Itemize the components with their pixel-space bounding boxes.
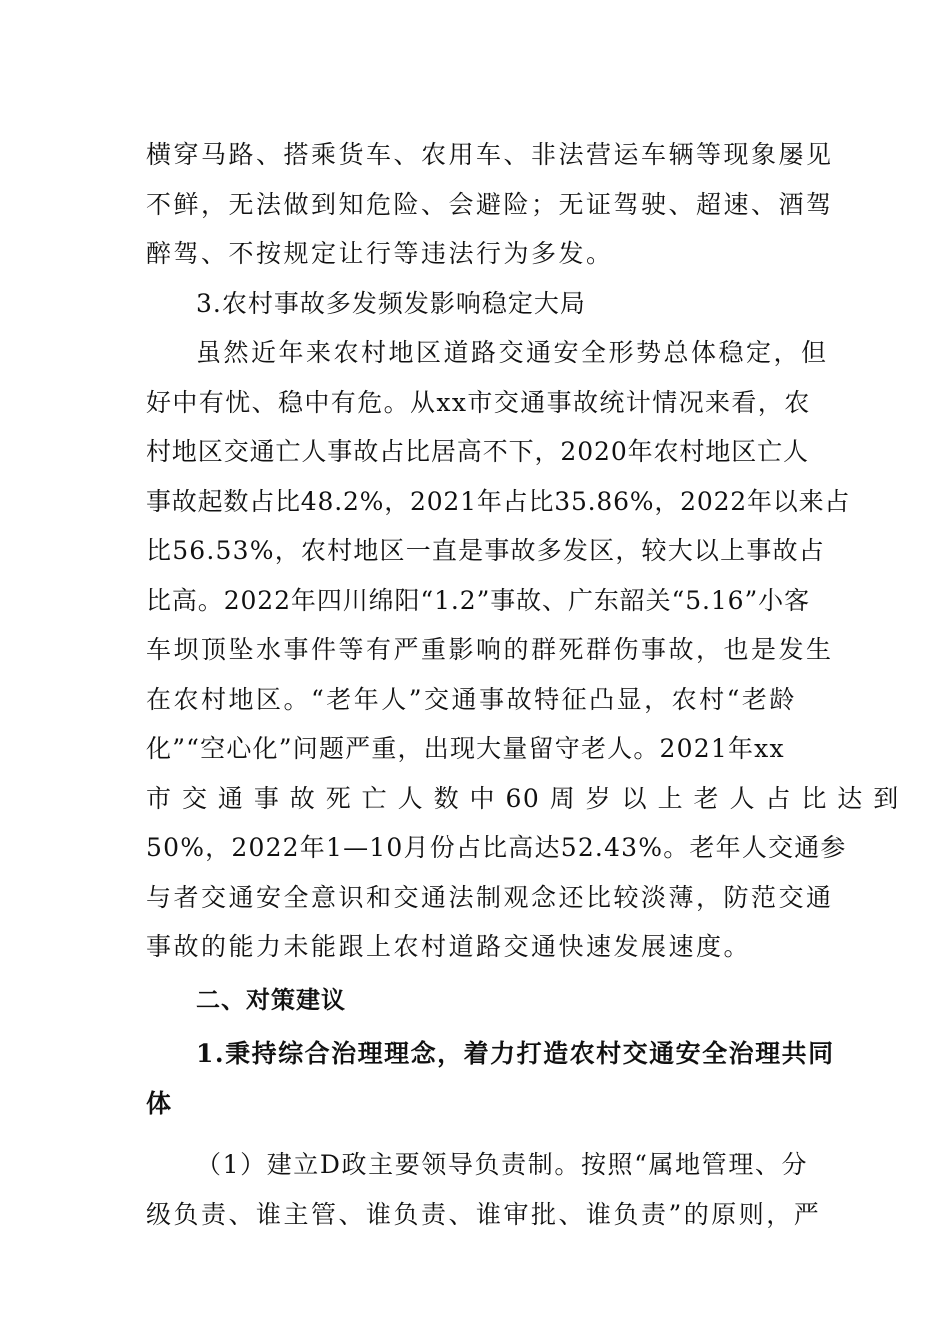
paragraph-line: 事故起数占比48.2%，2021年占比35.86%，2022年以来占 — [146, 486, 851, 516]
paragraph-line: 级负责、谁主管、谁负责、谁审批、谁负责”的原则，严 — [146, 1199, 822, 1229]
section-heading: 二、对策建议 — [196, 985, 346, 1014]
paragraph-line: （1）建立D政主要领导负责制。按照“属地管理、分 — [196, 1150, 809, 1179]
paragraph-line: 村地区交通亡人事故占比居高不下，2020年农村地区亡人 — [146, 437, 809, 466]
subheading: 3.农村事故多发频发影响稳定大局 — [196, 288, 586, 318]
paragraph-line: 好中有忧、稳中有危。从xx市交通事故统计情况来看，农 — [146, 387, 811, 417]
paragraph-line: 不鲜，无法做到知危险、会避险；无证驾驶、超速、酒驾 — [146, 189, 834, 219]
paragraph-line: 市 交 通 事 故 死 亡 人 数 中 60 周 岁 以 上 老 人 占 比 达 到 — [146, 783, 900, 813]
subheading-line: 1.秉持综合治理理念，着力打造农村交通安全治理共同 — [196, 1039, 835, 1068]
paragraph-line: 比56.53%，农村地区一直是事故多发区，较大以上事故占 — [146, 536, 825, 565]
paragraph-line: 在农村地区。“老年人”交通事故特征凸显，农村“老龄 — [146, 684, 797, 714]
paragraph-line: 比高。2022年四川绵阳“1.2”事故、广东韶关“5.16”小客 — [146, 585, 810, 615]
paragraph-line: 化”“空心化”问题严重，出现大量留守老人。2021年xx — [146, 734, 785, 763]
paragraph-line: 虽然近年来农村地区道路交通安全形势总体稳定，但 — [196, 338, 829, 367]
paragraph-line: 事故的能力未能跟上农村道路交通快速发展速度。 — [146, 932, 752, 961]
paragraph-line: 与者交通安全意识和交通法制观念还比较淡薄，防范交通 — [146, 882, 834, 912]
paragraph-line: 车坝顶坠水事件等有严重影响的群死群伤事故，也是发生 — [146, 635, 834, 664]
paragraph-line: 醉驾、不按规定让行等违法行为多发。 — [146, 239, 614, 268]
paragraph-line: 横穿马路、搭乘货车、农用车、非法营运车辆等现象屡见 — [146, 140, 834, 169]
subheading-line: 体 — [146, 1088, 173, 1118]
paragraph-line: 50%，2022年1—10月份占比高达52.43%。老年人交通参 — [146, 833, 847, 862]
document-body — [146, 130, 900, 1239]
